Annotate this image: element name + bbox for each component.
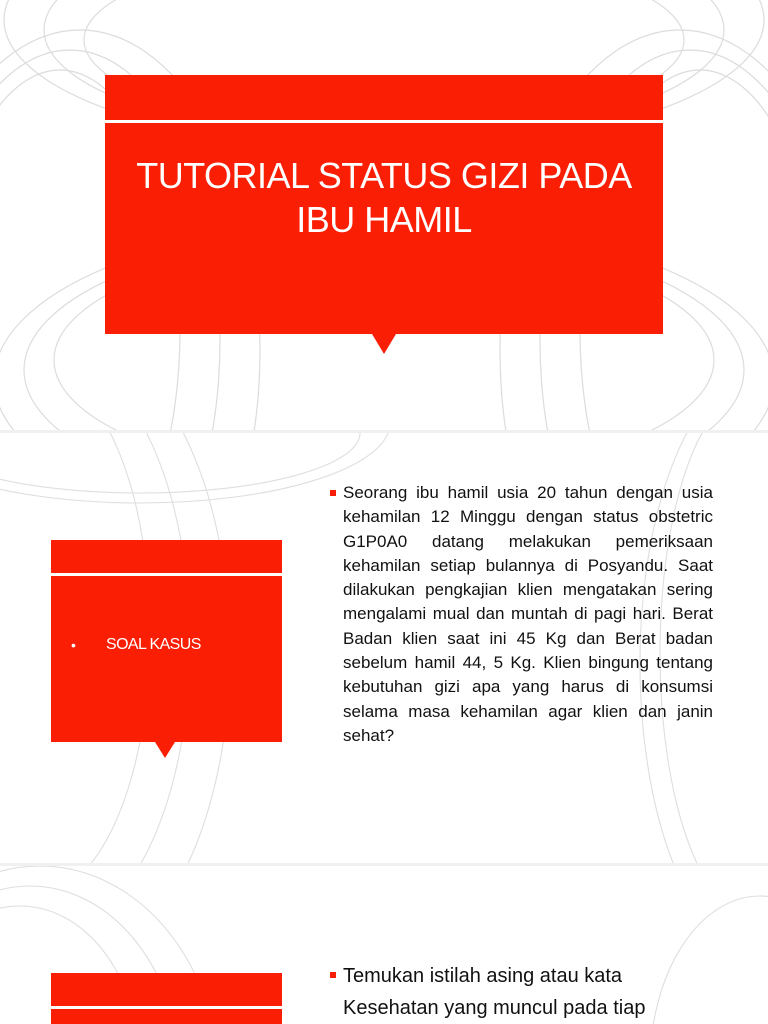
slide-title: TUTORIAL STATUS GIZI PADA IBU HAMIL [136, 155, 632, 240]
panel-label: SOAL KASUS [106, 636, 201, 653]
bullet-marker [330, 972, 336, 978]
slide-3 [0, 866, 768, 1024]
section-panel-divider [51, 573, 282, 576]
panel-bullet: • [71, 637, 76, 653]
title-divider [105, 120, 663, 123]
bullet-marker [330, 490, 336, 496]
section-panel-divider [51, 1006, 282, 1009]
section-panel-pointer [155, 742, 175, 758]
slide-2 [0, 433, 768, 863]
task-description: Temukan istilah asing atau kata Kesehatan yang muncul pada tiap [343, 965, 646, 1019]
title-panel-pointer [372, 334, 396, 354]
slide-1 [0, 0, 768, 430]
case-description: Seorang ibu hamil usia 20 tahun dengan usia kehamilan 12 Minggu dengan status obstetric G1P0A0 datang melakukan pemeriksaan kehamilan setiap bulannya di Posyandu. Saat dilakukan pengkajian klien mengatakan sering mengalami mual dan muntah di pagi hari. Berat Badan klien saat ini 45 Kg dan Berat badan sebelum hamil 44, 5 Kg. Klien bingung tentang kebutuhan gizi apa yang harus di konsumsi selama masa kehamilan agar klien dan janin sehat? [343, 483, 713, 745]
section-panel [51, 973, 282, 1024]
